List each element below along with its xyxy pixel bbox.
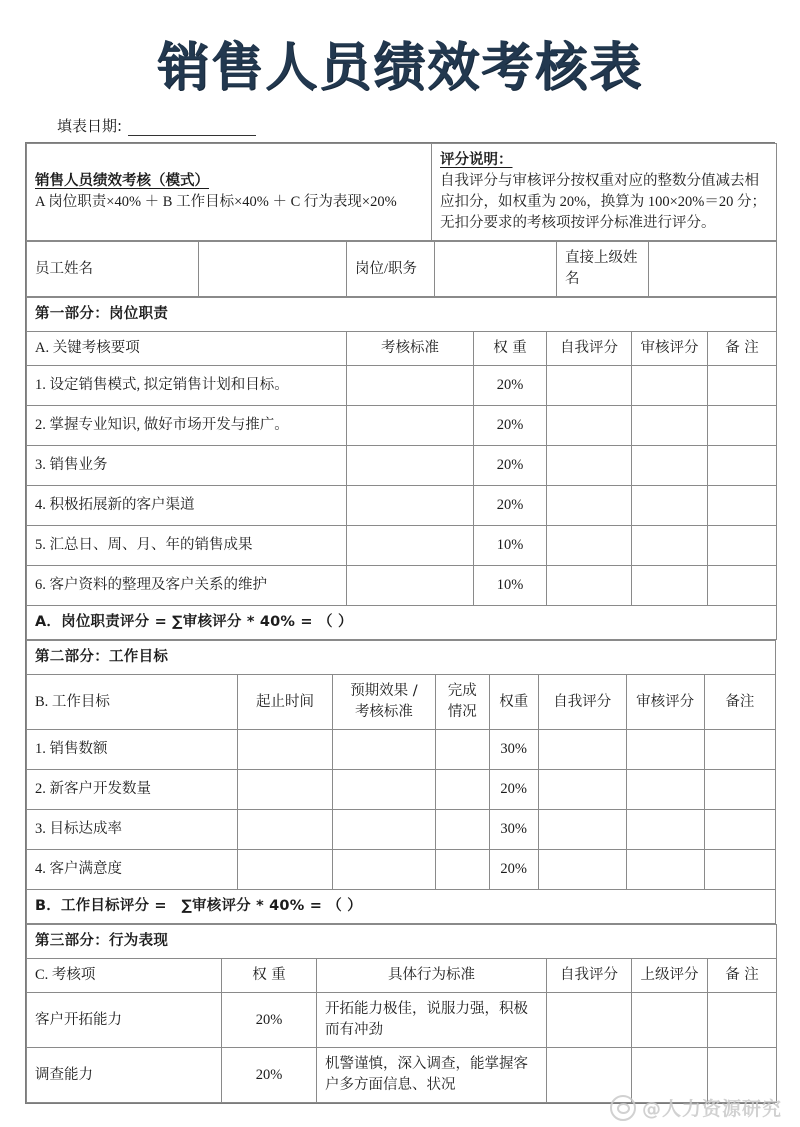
weibo-logo-icon <box>610 1095 636 1121</box>
part-b-expected-cell[interactable] <box>332 730 435 770</box>
part-c-item: 调查能力 <box>27 1048 222 1103</box>
part-a-remark-cell[interactable] <box>708 366 777 406</box>
fill-date-field[interactable] <box>57 115 800 136</box>
scoring-note-line2: 无扣分要求的考核项按评分标准进行评分。 <box>440 215 716 232</box>
part-a-col-review-score: 审核评分 <box>632 332 708 366</box>
part-a-standard-cell[interactable] <box>347 566 474 606</box>
part-a-standard-cell[interactable] <box>347 446 474 486</box>
fill-date-blank[interactable] <box>128 121 256 136</box>
scoring-note-panel <box>432 144 777 241</box>
part-c-supervisor-score-cell[interactable] <box>632 993 708 1048</box>
part-a-self-score-cell[interactable] <box>547 366 632 406</box>
employee-name-input[interactable] <box>199 242 347 297</box>
part-b-completion-cell[interactable] <box>435 810 489 850</box>
part-b-weight-cell: 20% <box>489 850 538 890</box>
part-a-review-score-cell[interactable] <box>632 526 708 566</box>
watermark <box>610 1094 782 1121</box>
part-b-self-score-cell[interactable] <box>538 850 626 890</box>
part-a-review-score-cell[interactable] <box>632 446 708 486</box>
part-c-col-behavior: 具体行为标准 <box>317 959 547 993</box>
part-c-self-score-cell[interactable] <box>547 993 632 1048</box>
part-a-remark-cell[interactable] <box>708 446 777 486</box>
part-a-col-remark: 备 注 <box>708 332 777 366</box>
part-b-completion-cell[interactable] <box>435 770 489 810</box>
part-a-col-weight: 权 重 <box>474 332 547 366</box>
part-b-review-score-cell[interactable] <box>626 730 704 770</box>
part-a-remark-cell[interactable] <box>708 566 777 606</box>
part-a-review-score-cell[interactable] <box>632 486 708 526</box>
part-a-summary[interactable]: A．岗位职责评分 = ∑审核评分 * 40% = （ ） <box>27 606 777 640</box>
part-b-summary[interactable]: B．工作目标评分 = ∑审核评分 * 40% = （ ） <box>27 890 776 924</box>
position-label: 岗位/职务 <box>347 242 435 297</box>
part-a-item: 4. 积极拓展新的客户渠道 <box>27 486 347 526</box>
part-a-item: 5. 汇总日、周、月、年的销售成果 <box>27 526 347 566</box>
part-b-item: 1. 销售数额 <box>27 730 238 770</box>
table-row <box>27 993 777 1048</box>
part-b-summary-row <box>27 890 776 924</box>
employee-info-table <box>26 241 777 297</box>
part-b-weight-cell: 30% <box>489 810 538 850</box>
part-a-item: 6. 客户资料的整理及客户关系的维护 <box>27 566 347 606</box>
part-b-weight-cell: 20% <box>489 770 538 810</box>
part-a-review-score-cell[interactable] <box>632 566 708 606</box>
table-row <box>27 850 776 890</box>
part-b-period-cell[interactable] <box>238 730 333 770</box>
part-b-period-cell[interactable] <box>238 850 333 890</box>
part-b-expected-cell[interactable] <box>332 810 435 850</box>
part-a-section-header-row <box>27 298 777 332</box>
part-a-weight-cell: 20% <box>474 446 547 486</box>
part-a-col-self-score: 自我评分 <box>547 332 632 366</box>
part-a-weight-cell: 20% <box>474 366 547 406</box>
part-c-col-weight: 权 重 <box>222 959 317 993</box>
part-b-review-score-cell[interactable] <box>626 850 704 890</box>
part-b-item: 3. 目标达成率 <box>27 810 238 850</box>
part-b-period-cell[interactable] <box>238 770 333 810</box>
scoring-note-line1: 自我评分与审核评分按权重对应的整数分值减去相应扣分，如权重为 20%，换算为 100×20%＝20 分； <box>440 173 766 211</box>
fill-date-label: 填表日期: <box>57 117 123 136</box>
part-a-item: 3. 销售业务 <box>27 446 347 486</box>
part-b-completion-cell[interactable] <box>435 850 489 890</box>
part-a-standard-cell[interactable] <box>347 406 474 446</box>
part-c-section-title: 第三部分：行为表现 <box>27 925 777 959</box>
part-a-review-score-cell[interactable] <box>632 366 708 406</box>
part-c-header-row <box>27 959 777 993</box>
part-a-standard-cell[interactable] <box>347 366 474 406</box>
part-c-col-remark: 备 注 <box>708 959 777 993</box>
part-a-self-score-cell[interactable] <box>547 566 632 606</box>
part-a-self-score-cell[interactable] <box>547 526 632 566</box>
part-a-review-score-cell[interactable] <box>632 406 708 446</box>
table-row <box>27 366 777 406</box>
part-b-self-score-cell[interactable] <box>538 810 626 850</box>
scoring-note-heading: 评分说明： <box>440 152 513 169</box>
part-a-item: 1. 设定销售模式, 拟定销售计划和目标。 <box>27 366 347 406</box>
table-row <box>27 730 776 770</box>
part-c-weight-cell: 20% <box>222 1048 317 1103</box>
part-b-col-period: 起止时间 <box>238 675 333 730</box>
part-c-table <box>26 924 777 1103</box>
part-a-summary-row <box>27 606 777 640</box>
part-a-weight-cell: 20% <box>474 406 547 446</box>
part-c-behavior-cell: 机警谨慎，深入调查，能掌握客户多方面信息、状况 <box>317 1048 547 1103</box>
part-a-weight-cell: 10% <box>474 566 547 606</box>
part-b-col-expected: 预期效果 / 考核标准 <box>332 675 435 730</box>
part-b-table <box>26 640 776 924</box>
part-a-self-score-cell[interactable] <box>547 406 632 446</box>
part-b-completion-cell[interactable] <box>435 730 489 770</box>
part-b-period-cell[interactable] <box>238 810 333 850</box>
part-b-remark-cell[interactable] <box>704 850 775 890</box>
part-a-col-standard: 考核标准 <box>347 332 474 366</box>
part-a-header-row <box>27 332 777 366</box>
supervisor-input[interactable] <box>649 242 777 297</box>
part-b-col-completion: 完成情况 <box>435 675 489 730</box>
part-a-remark-cell[interactable] <box>708 406 777 446</box>
part-a-remark-cell[interactable] <box>708 526 777 566</box>
table-row <box>27 486 777 526</box>
part-b-col-goal: B. 工作目标 <box>27 675 238 730</box>
page-title: 销售人员绩效考核表 <box>156 38 643 98</box>
position-input[interactable] <box>435 242 557 297</box>
part-b-self-score-cell[interactable] <box>538 730 626 770</box>
supervisor-label: 直接上级姓名 <box>557 242 649 297</box>
part-a-section-title: 第一部分：岗位职责 <box>27 298 777 332</box>
table-row <box>27 526 777 566</box>
part-a-weight-cell: 10% <box>474 526 547 566</box>
part-c-weight-cell: 20% <box>222 993 317 1048</box>
table-row <box>27 770 776 810</box>
part-b-expected-cell[interactable] <box>332 770 435 810</box>
info-panels-row <box>27 144 777 241</box>
part-b-remark-cell[interactable] <box>704 730 775 770</box>
model-panel-heading: 销售人员绩效考核（模式） <box>35 173 209 190</box>
part-c-col-supervisor-score: 上级评分 <box>632 959 708 993</box>
part-b-review-score-cell[interactable] <box>626 810 704 850</box>
part-c-col-item: C. 考核项 <box>27 959 222 993</box>
part-b-remark-cell[interactable] <box>704 770 775 810</box>
part-b-section-title: 第二部分：工作目标 <box>27 641 776 675</box>
part-a-col-item: A. 关键考核要项 <box>27 332 347 366</box>
part-a-item: 2. 掌握专业知识, 做好市场开发与推广。 <box>27 406 347 446</box>
table-row <box>27 566 777 606</box>
part-b-col-review-score: 审核评分 <box>626 675 704 730</box>
part-a-standard-cell[interactable] <box>347 486 474 526</box>
part-b-col-remark: 备注 <box>704 675 775 730</box>
table-row <box>27 406 777 446</box>
part-c-remark-cell[interactable] <box>708 993 777 1048</box>
part-b-item: 2. 新客户开发数量 <box>27 770 238 810</box>
evaluation-form <box>25 142 775 1104</box>
part-c-section-header-row <box>27 925 777 959</box>
part-b-item: 4. 客户满意度 <box>27 850 238 890</box>
part-b-col-weight: 权重 <box>489 675 538 730</box>
part-a-self-score-cell[interactable] <box>547 446 632 486</box>
table-row <box>27 810 776 850</box>
model-panel-formula: A 岗位职责×40% ＋ B 工作目标×40% ＋ C 行为表现×20% <box>35 194 397 211</box>
employee-info-row <box>27 242 777 297</box>
part-c-col-self-score: 自我评分 <box>547 959 632 993</box>
part-b-expected-cell[interactable] <box>332 850 435 890</box>
model-panel <box>27 144 432 241</box>
part-b-review-score-cell[interactable] <box>626 770 704 810</box>
part-b-weight-cell: 30% <box>489 730 538 770</box>
part-c-item: 客户开拓能力 <box>27 993 222 1048</box>
watermark-text: @人力资源研究 <box>641 1098 782 1120</box>
part-a-standard-cell[interactable] <box>347 526 474 566</box>
part-b-section-header-row <box>27 641 776 675</box>
part-a-table <box>26 297 777 640</box>
employee-name-label: 员工姓名 <box>27 242 199 297</box>
form-header-table <box>26 143 777 241</box>
part-a-remark-cell[interactable] <box>708 486 777 526</box>
part-b-col-self-score: 自我评分 <box>538 675 626 730</box>
part-a-weight-cell: 20% <box>474 486 547 526</box>
part-a-self-score-cell[interactable] <box>547 486 632 526</box>
table-row <box>27 446 777 486</box>
part-b-header-row <box>27 675 776 730</box>
part-c-behavior-cell: 开拓能力极佳，说服力强，积极而有冲劲 <box>317 993 547 1048</box>
part-b-self-score-cell[interactable] <box>538 770 626 810</box>
part-b-remark-cell[interactable] <box>704 810 775 850</box>
